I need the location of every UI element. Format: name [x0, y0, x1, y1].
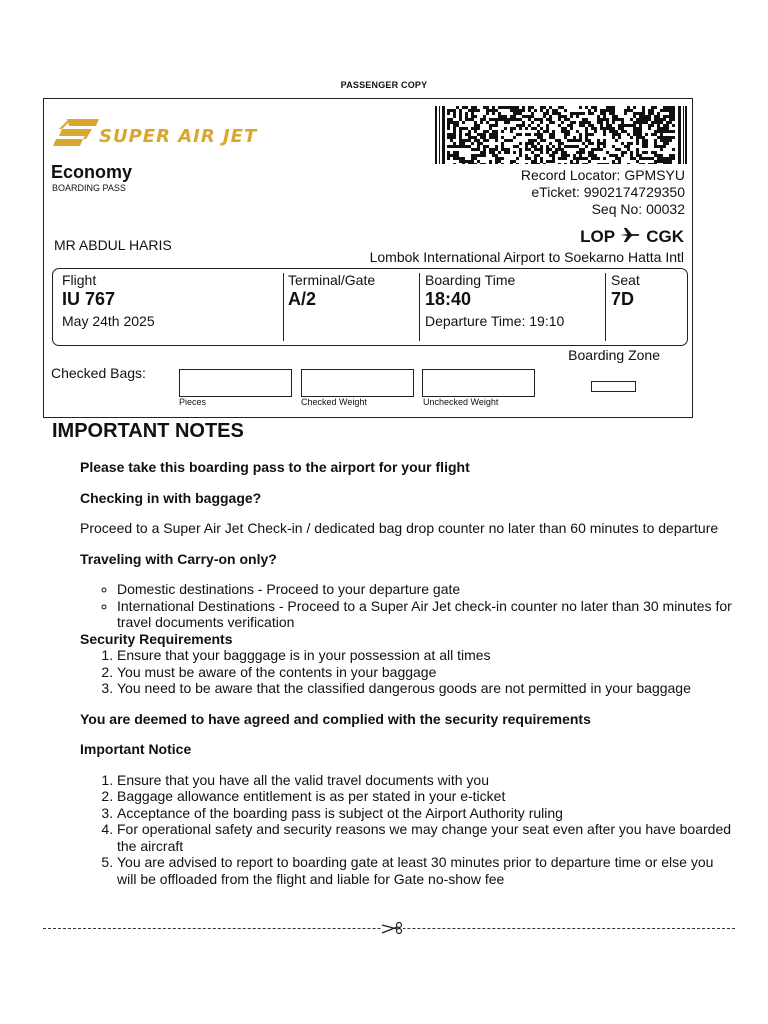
- baggage-heading: Checking in with baggage?: [80, 489, 262, 506]
- agreement-text: You are deemed to have agreed and complied with the security requirements: [80, 710, 591, 727]
- list-item: 1. Ensure that you have all the valid travel documents with you: [117, 772, 732, 789]
- seat-label: Seat: [611, 272, 640, 288]
- flight-label: Flight: [62, 272, 97, 288]
- carryon-list: [80, 581, 732, 631]
- airline-logo-text: SUPER AIR JET: [99, 126, 258, 147]
- flight-cell: [53, 269, 283, 345]
- important-notes: [52, 420, 732, 887]
- passenger-name: MR ABDUL HARIS: [54, 237, 172, 253]
- record-locator: Record Locator: GPMSYU: [520, 167, 685, 183]
- boarding-time-label: Boarding Time: [425, 272, 516, 288]
- list-item: 2. Baggage allowance entitlement is as per stated in your e-ticket: [117, 788, 732, 805]
- notice-list: [80, 772, 732, 888]
- origin-code: LOP: [580, 227, 615, 246]
- boarding-time-value: 18:40: [425, 289, 472, 309]
- route-codes: [580, 227, 684, 247]
- list-item: 4. For operational safety and security reasons we may change your seat even after you have boarded the aircraft: [117, 821, 732, 854]
- seat-cell: [605, 273, 687, 341]
- destination-code: CGK: [646, 227, 684, 246]
- checked-bags-label: Checked Bags:: [51, 365, 146, 381]
- booking-references: [521, 167, 685, 218]
- security-list: [80, 647, 732, 697]
- baggage-text: Proceed to a Super Air Jet Check-in / dedicated bag drop counter no later than 60 minutes to departure: [80, 520, 719, 536]
- sequence-number: Seq No: 00032: [591, 201, 685, 217]
- checked-weight-box: [301, 369, 414, 397]
- list-item: 3. Acceptance of the boarding pass is subject ot the Airport Authority ruling: [117, 805, 732, 822]
- flight-date: May 24th 2025: [62, 313, 155, 329]
- notes-title: IMPORTANT NOTES: [52, 420, 244, 442]
- airline-logo: [53, 117, 268, 151]
- boarding-pass: [43, 98, 693, 418]
- pieces-caption: Pieces: [179, 397, 207, 407]
- list-item: 3. You need to be aware that the classified dangerous goods are not permitted in your baggage: [117, 680, 732, 697]
- boarding-time-cell: [419, 273, 605, 341]
- list-item: ◦ International Destinations - Proceed to a Super Air Jet check-in counter no later than 30 minutes for travel documents verification: [117, 598, 732, 631]
- scissors-icon: [381, 920, 403, 936]
- notes-intro: Please take this boarding pass to the airport for your flight: [80, 459, 470, 475]
- airplane-icon: [619, 227, 641, 243]
- boarding-zone-box: [591, 381, 636, 392]
- list-item: 2. You must be aware of the contents in your baggage: [117, 664, 732, 681]
- flight-info-box: [52, 268, 688, 346]
- eticket-number: eTicket: 9902174729350: [531, 184, 685, 200]
- notes-body: [80, 459, 732, 887]
- security-heading: Security Requirements: [80, 630, 233, 647]
- pieces-box: [179, 369, 292, 397]
- departure-time: Departure Time: 19:10: [425, 313, 565, 329]
- list-item: ◦ Domestic destinations - Proceed to your departure gate: [117, 581, 732, 598]
- airline-logo-mark-icon: [53, 117, 103, 151]
- terminal-gate-cell: [283, 273, 419, 341]
- terminal-gate-label: Terminal/Gate: [288, 272, 376, 288]
- travel-class: Economy: [51, 162, 133, 182]
- barcode: [435, 106, 687, 164]
- list-item: 5. You are advised to report to boarding gate at least 30 minutes prior to departure time or else you will be offloaded from the flight and liable for Gate no-show fee: [117, 854, 732, 887]
- unchecked-weight-box: [422, 369, 535, 397]
- checked-weight-caption: Checked Weight: [301, 397, 367, 407]
- unchecked-weight-caption: Unchecked Weight: [423, 397, 499, 407]
- notice-heading: Important Notice: [80, 741, 192, 757]
- route-description: Lombok International Airport to Soekarno Hatta Intl: [369, 249, 684, 265]
- flight-number: IU 767: [62, 289, 116, 309]
- seat-value: 7D: [611, 289, 635, 309]
- carryon-heading: Traveling with Carry-on only?: [80, 550, 277, 567]
- passenger-copy-label: PASSENGER COPY: [340, 80, 428, 90]
- boarding-pass-label: BOARDING PASS: [52, 183, 126, 193]
- boarding-zone-label: Boarding Zone: [568, 347, 660, 363]
- terminal-gate-value: A/2: [288, 289, 317, 309]
- list-item: 1. Ensure that your bagggage is in your possession at all times: [117, 647, 732, 664]
